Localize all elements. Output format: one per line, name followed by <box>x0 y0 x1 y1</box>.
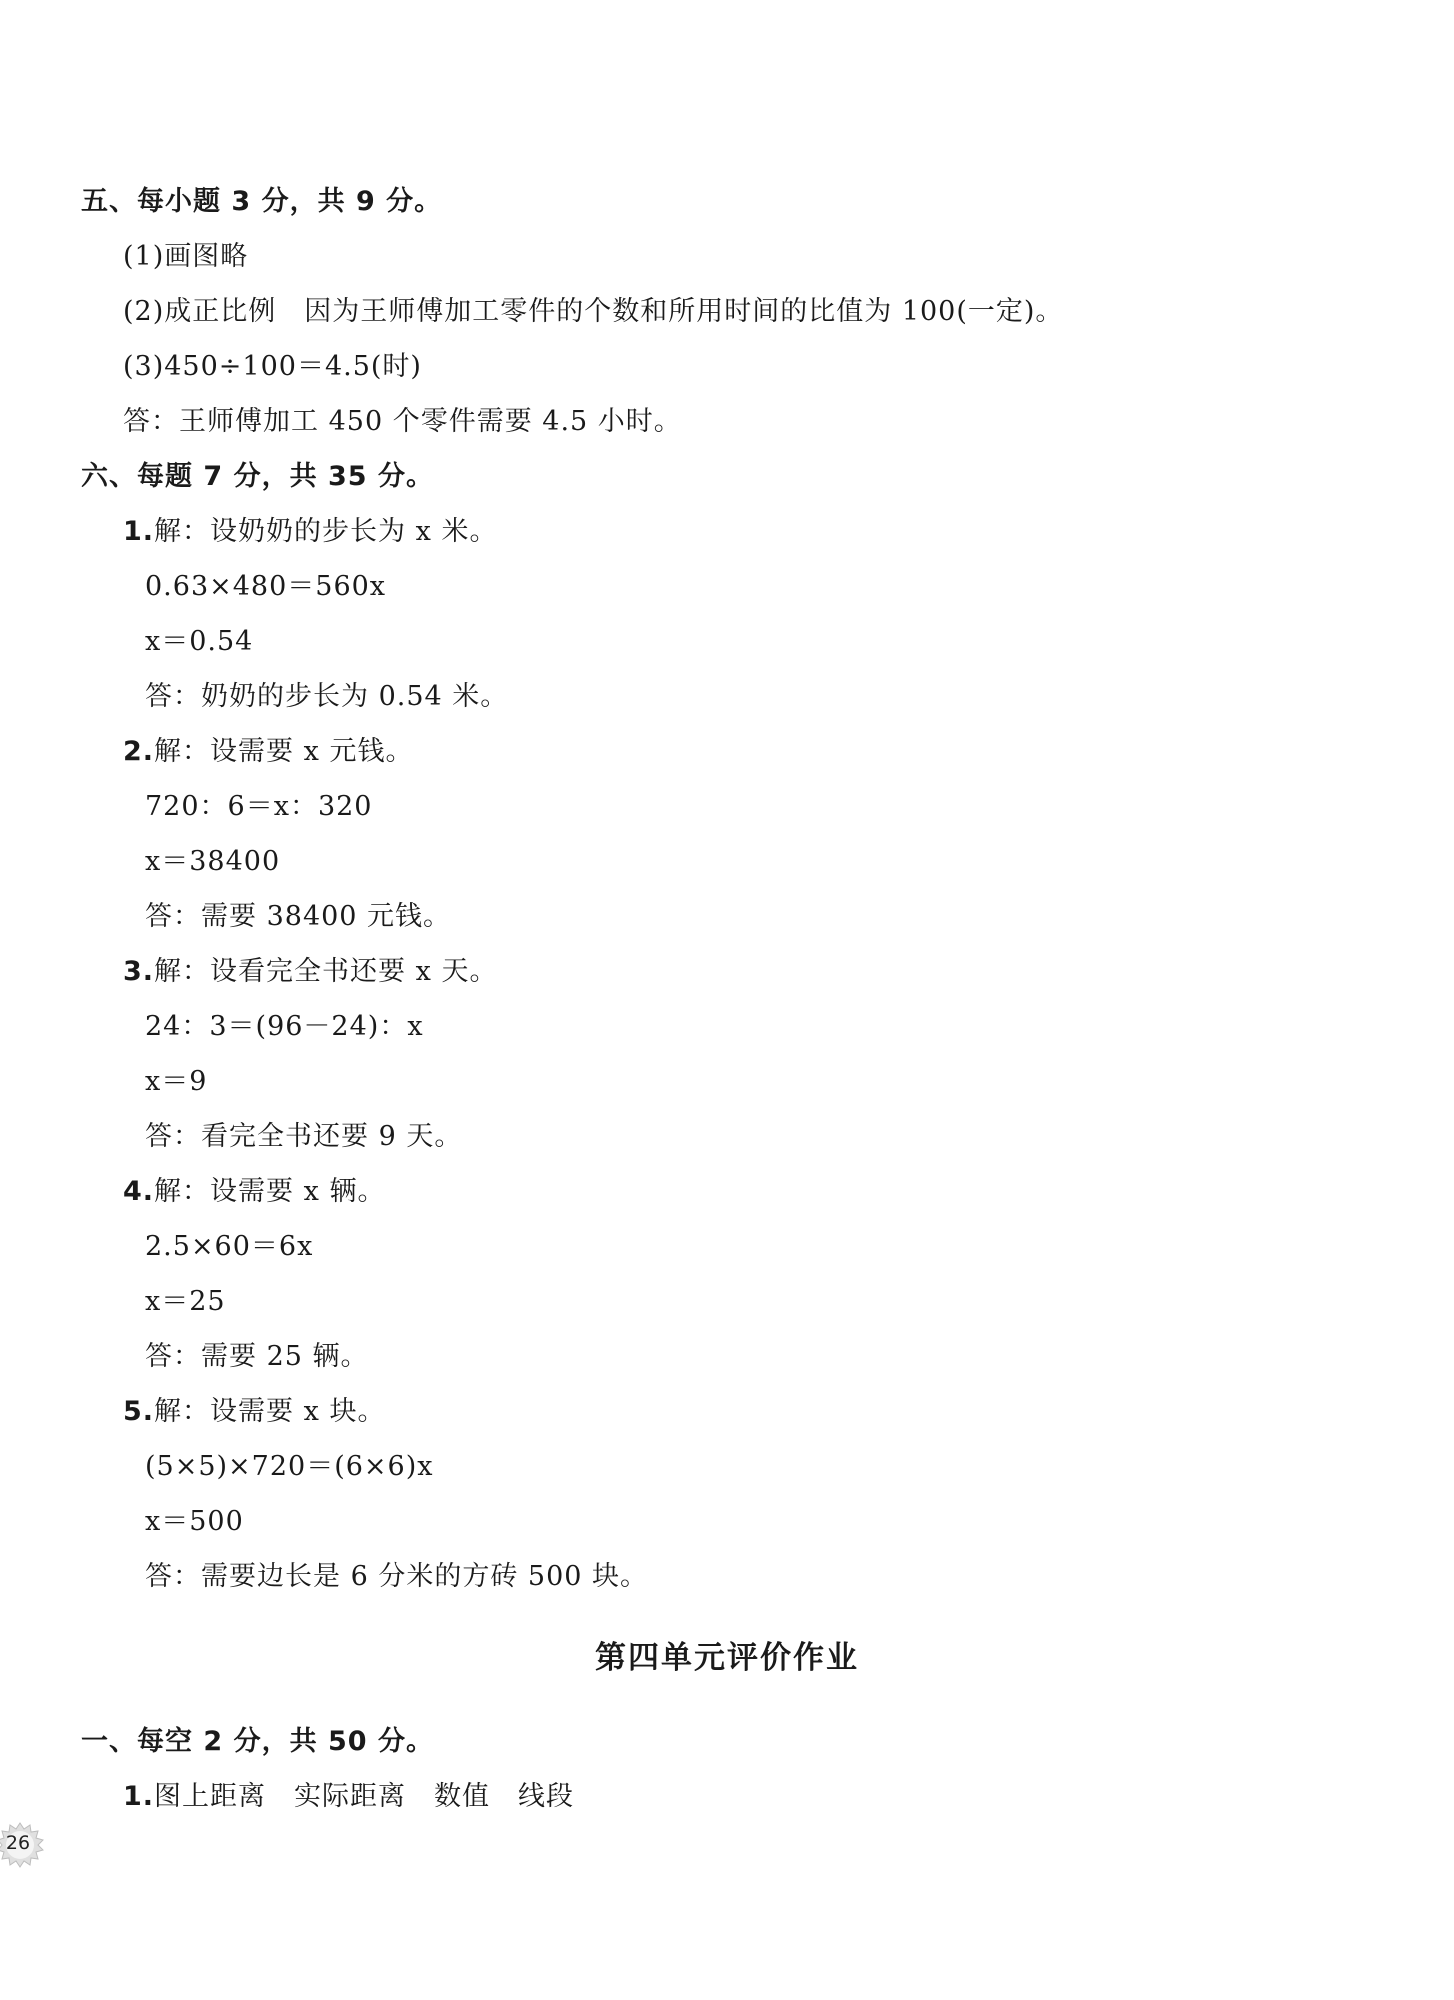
question-3 <box>123 955 497 989</box>
section-5-heading: 五、每小题 3 分，共 9 分。 <box>81 186 443 217</box>
question-1 <box>123 1780 574 1814</box>
answer: 答：奶奶的步长为 0.54 米。 <box>145 681 509 712</box>
solution: x＝0.54 <box>145 626 254 657</box>
question-5 <box>123 1395 385 1429</box>
question-number: 4. <box>123 1176 155 1207</box>
equation: 2.5×60＝6x <box>145 1231 314 1262</box>
question-number: 5. <box>123 1396 155 1427</box>
question-4 <box>123 1175 385 1209</box>
page-number-badge <box>0 1822 46 1868</box>
question-text: 图上距离 实际距离 数值 线段 <box>154 1781 575 1812</box>
answer-line: (1)画图略 <box>123 241 249 272</box>
equation: 720：6＝x：320 <box>145 791 373 822</box>
section-1-heading: 一、每空 2 分，共 50 分。 <box>81 1726 434 1757</box>
question-text: 解：设需要 x 辆。 <box>154 1176 386 1207</box>
answer-line: (2)成正比例 因为王师傅加工零件的个数和所用时间的比值为 100(一定)。 <box>123 296 1064 327</box>
question-text: 解：设看完全书还要 x 天。 <box>154 956 498 987</box>
question-text: 解：设需要 x 块。 <box>154 1396 386 1427</box>
equation: 24：3＝(96－24)：x <box>145 1011 424 1042</box>
question-text: 解：设奶奶的步长为 x 米。 <box>154 516 498 547</box>
equation: 0.63×480＝560x <box>145 571 387 602</box>
question-text: 解：设需要 x 元钱。 <box>154 736 414 767</box>
question-number: 3. <box>123 956 155 987</box>
answer: 答：需要 38400 元钱。 <box>145 901 452 932</box>
question-1 <box>123 515 497 549</box>
solution: x＝9 <box>145 1066 208 1097</box>
solution: x＝25 <box>145 1286 226 1317</box>
answer: 答：需要边长是 6 分米的方砖 500 块。 <box>145 1561 649 1592</box>
solution: x＝500 <box>145 1506 244 1537</box>
question-2 <box>123 735 413 769</box>
equation: (5×5)×720＝(6×6)x <box>145 1451 434 1482</box>
unit-title: 第四单元评价作业 <box>595 1640 859 1676</box>
solution: x＝38400 <box>145 846 281 877</box>
question-number: 1. <box>123 1781 155 1812</box>
question-number: 1. <box>123 516 155 547</box>
page-number: 26 <box>5 1832 31 1854</box>
answer-line: (3)450÷100＝4.5(时) <box>123 351 422 382</box>
answer-line: 答：王师傅加工 450 个零件需要 4.5 小时。 <box>123 406 682 437</box>
answer: 答：看完全书还要 9 天。 <box>145 1121 463 1152</box>
answer: 答：需要 25 辆。 <box>145 1341 369 1372</box>
section-6-heading: 六、每题 7 分，共 35 分。 <box>81 461 434 492</box>
question-number: 2. <box>123 736 155 767</box>
